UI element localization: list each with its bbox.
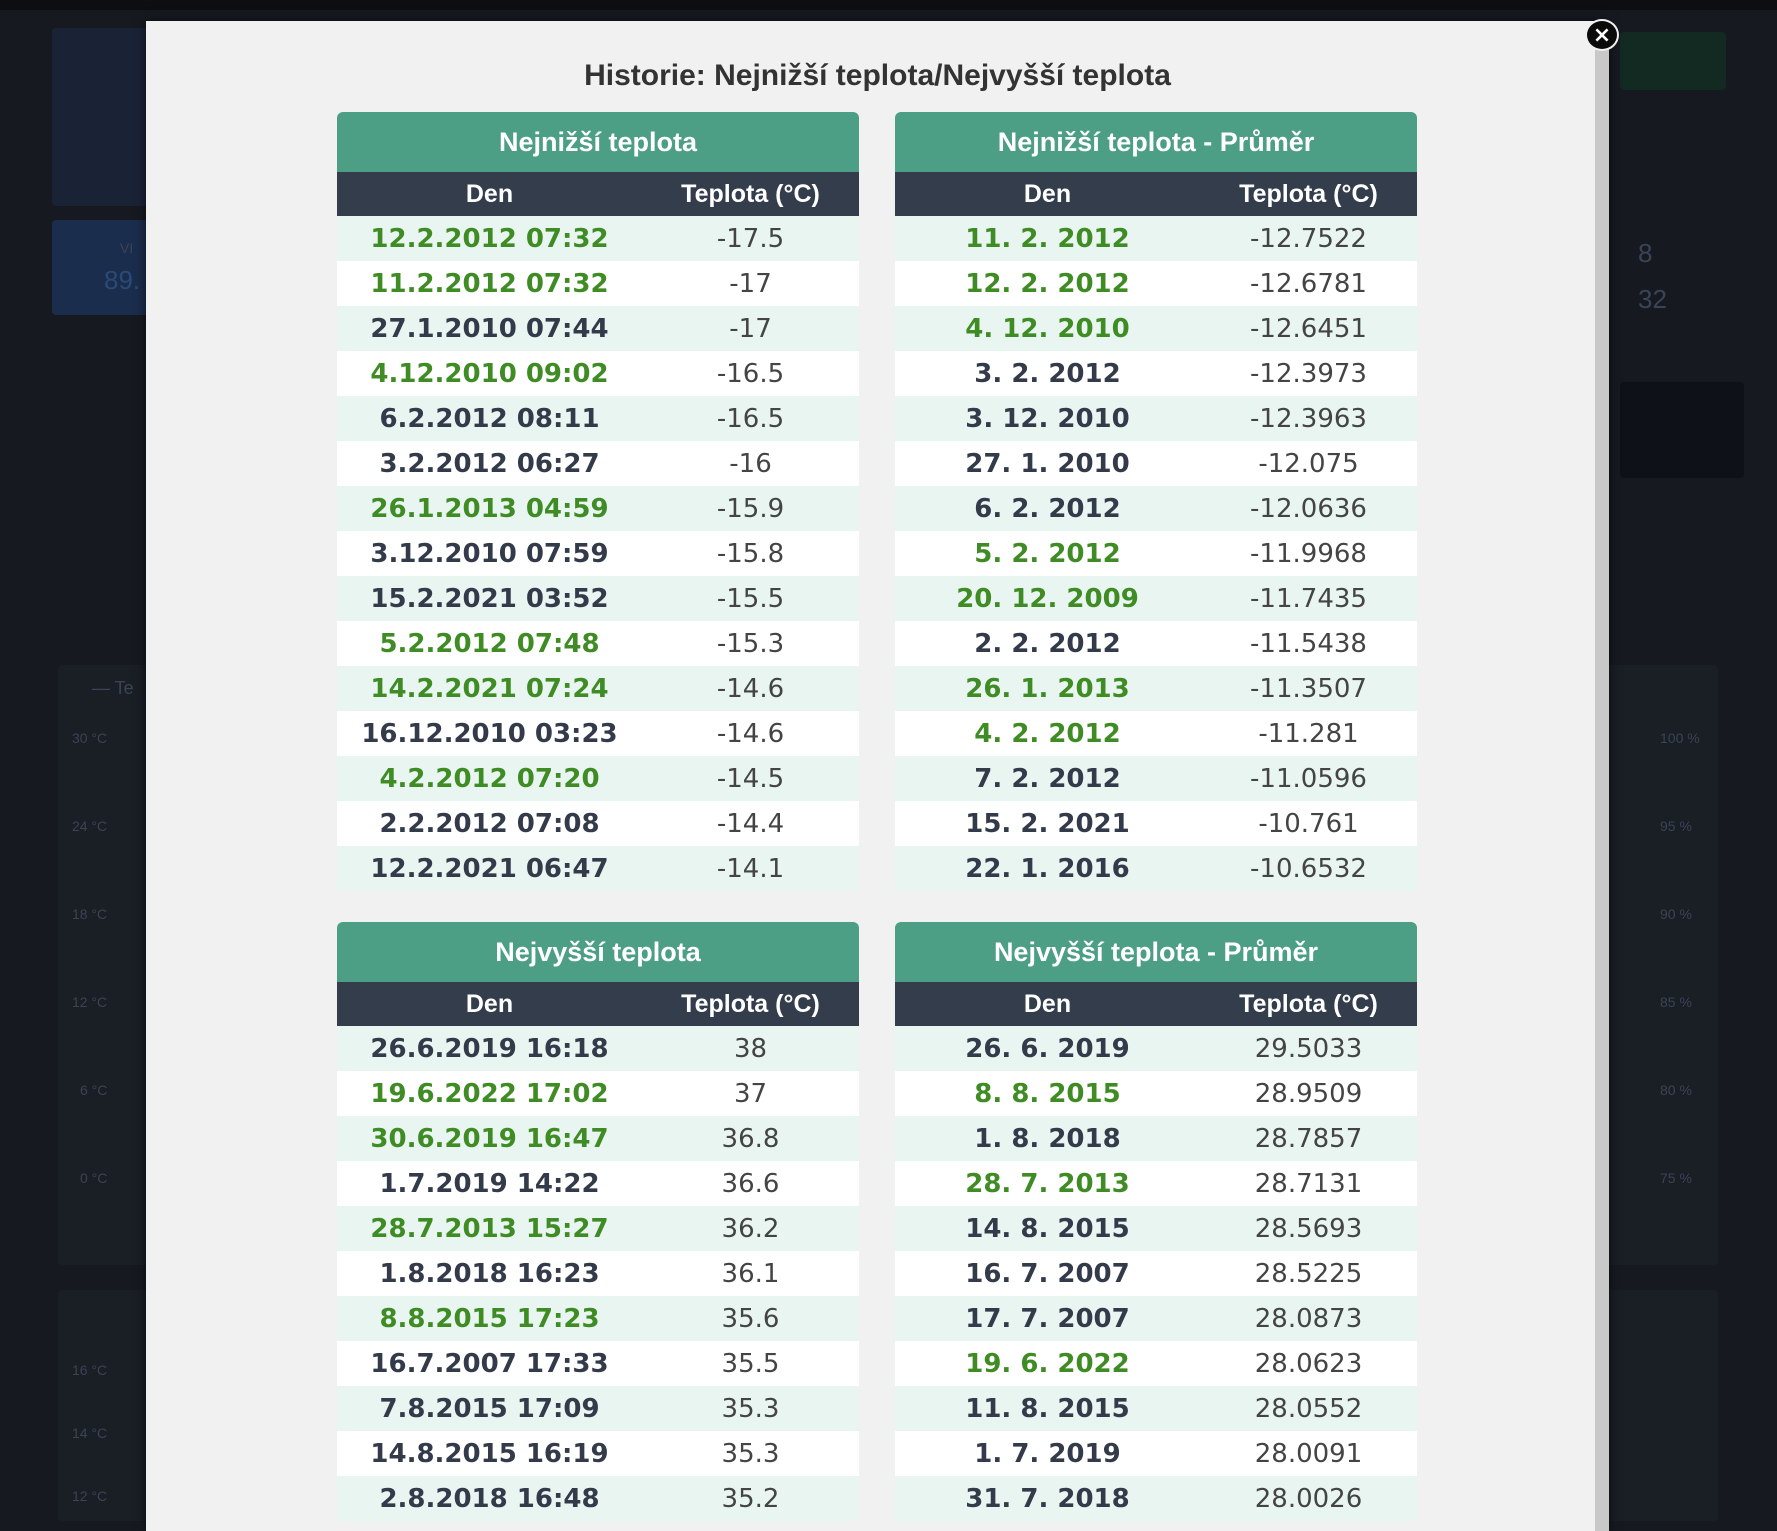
cell-day: 2.2.2012 07:08 xyxy=(379,808,600,839)
table-title: Nejnižší teplota xyxy=(337,112,859,172)
bg-panel-top-right xyxy=(1620,32,1726,90)
table-row xyxy=(895,1386,1417,1431)
cell-day: 5. 2. 2012 xyxy=(974,538,1121,569)
table-column-headers xyxy=(337,172,859,216)
cell-temp: 28.0873 xyxy=(1254,1303,1363,1334)
cell-day: 26.1.2013 04:59 xyxy=(370,493,609,524)
table-row xyxy=(337,216,859,261)
cell-day: 4.12.2010 09:02 xyxy=(370,358,609,389)
cell-day: 2.8.2018 16:48 xyxy=(379,1483,600,1514)
cell-day: 1. 7. 2019 xyxy=(974,1438,1121,1469)
table-row xyxy=(337,1116,859,1161)
column-header-day[interactable]: Den xyxy=(1023,180,1072,208)
cell-temp: 36.2 xyxy=(721,1213,780,1244)
cell-temp: -12.3973 xyxy=(1250,358,1367,389)
table-row xyxy=(895,801,1417,846)
table-highest-temp xyxy=(337,922,859,1521)
bg-stat-value-right-1: 8 xyxy=(1638,238,1653,268)
cell-temp: 28.7131 xyxy=(1254,1168,1363,1199)
cell-temp: -14.5 xyxy=(716,763,785,794)
table-row xyxy=(895,621,1417,666)
cell-temp: -11.7435 xyxy=(1250,583,1367,614)
cell-temp: 28.0623 xyxy=(1254,1348,1363,1379)
table-row xyxy=(895,441,1417,486)
table-row xyxy=(337,441,859,486)
cell-day: 3.2.2012 06:27 xyxy=(379,448,600,479)
table-body xyxy=(895,1026,1417,1521)
cell-day: 12.2.2021 06:47 xyxy=(370,853,609,884)
cell-temp: -15.3 xyxy=(716,628,785,659)
table-row xyxy=(895,261,1417,306)
table-row xyxy=(337,1251,859,1296)
cell-temp: 35.2 xyxy=(721,1483,780,1514)
cell-temp: 28.0552 xyxy=(1254,1393,1363,1424)
table-row xyxy=(895,1341,1417,1386)
table-row xyxy=(337,1161,859,1206)
cell-day: 4. 12. 2010 xyxy=(965,313,1130,344)
table-title: Nejvyšší teplota xyxy=(337,922,859,982)
cell-temp: 28.7857 xyxy=(1254,1123,1363,1154)
cell-day: 27.1.2010 07:44 xyxy=(370,313,609,344)
table-row xyxy=(895,1476,1417,1521)
table-column-headers xyxy=(895,982,1417,1026)
cell-temp: -11.5438 xyxy=(1250,628,1367,659)
cell-day: 12.2.2012 07:32 xyxy=(370,223,609,254)
cell-temp: -12.3963 xyxy=(1250,403,1367,434)
table-title: Nejvyšší teplota - Průměr xyxy=(895,922,1417,982)
cell-temp: 35.6 xyxy=(721,1303,780,1334)
bg-panel-right xyxy=(1620,382,1744,478)
cell-day: 6.2.2012 08:11 xyxy=(379,403,600,434)
cell-temp: -11.3507 xyxy=(1250,673,1367,704)
cell-temp: -10.6532 xyxy=(1250,853,1367,884)
cell-temp: 38 xyxy=(733,1033,768,1064)
cell-temp: -16 xyxy=(729,448,772,479)
cell-day: 4.2.2012 07:20 xyxy=(379,763,600,794)
table-row xyxy=(337,1296,859,1341)
table-row xyxy=(337,306,859,351)
bg-axis-left-4: 6 °C xyxy=(80,1082,108,1098)
cell-day: 30.6.2019 16:47 xyxy=(370,1123,609,1154)
cell-temp: -17.5 xyxy=(716,223,785,254)
cell-day: 3. 12. 2010 xyxy=(965,403,1130,434)
table-body xyxy=(337,216,859,891)
cell-temp: -11.9968 xyxy=(1250,538,1367,569)
table-highest-temp-average xyxy=(895,922,1417,1521)
cell-day: 28.7.2013 15:27 xyxy=(370,1213,609,1244)
bg-axis-right-1: 95 % xyxy=(1660,818,1692,834)
cell-day: 19.6.2022 17:02 xyxy=(370,1078,609,1109)
cell-temp: -17 xyxy=(729,313,772,344)
dialog-scrollbar[interactable] xyxy=(1595,43,1609,1531)
cell-day: 11.2.2012 07:32 xyxy=(370,268,609,299)
table-row xyxy=(337,486,859,531)
cell-temp: -10.761 xyxy=(1258,808,1359,839)
history-dialog xyxy=(146,21,1609,1531)
cell-temp: 28.5693 xyxy=(1254,1213,1363,1244)
cell-day: 8. 8. 2015 xyxy=(974,1078,1121,1109)
table-row xyxy=(337,261,859,306)
column-header-day[interactable]: Den xyxy=(465,990,514,1018)
cell-temp: -15.5 xyxy=(716,583,785,614)
column-header-day[interactable]: Den xyxy=(465,180,514,208)
cell-day: 7. 2. 2012 xyxy=(974,763,1121,794)
bg-stat-value-left: 89. xyxy=(104,265,141,295)
cell-temp: -12.6451 xyxy=(1250,313,1367,344)
bg-axis-right-2: 90 % xyxy=(1660,906,1692,922)
cell-temp: -14.6 xyxy=(716,718,785,749)
bg-axis-left-6: 16 °C xyxy=(72,1362,108,1378)
bg-axis-left-3: 12 °C xyxy=(72,994,108,1010)
table-row xyxy=(895,756,1417,801)
table-row xyxy=(895,576,1417,621)
cell-temp: -12.0636 xyxy=(1250,493,1367,524)
cell-day: 19. 6. 2022 xyxy=(965,1348,1130,1379)
table-row xyxy=(337,1431,859,1476)
cell-temp: 35.3 xyxy=(721,1393,780,1424)
table-row xyxy=(337,846,859,891)
cell-temp: -15.8 xyxy=(716,538,785,569)
cell-temp: -14.4 xyxy=(716,808,785,839)
table-row xyxy=(895,1296,1417,1341)
cell-temp: 36.8 xyxy=(721,1123,780,1154)
cell-day: 3. 2. 2012 xyxy=(974,358,1121,389)
column-header-day[interactable]: Den xyxy=(1023,990,1072,1018)
bg-axis-left-0: 30 °C xyxy=(72,730,108,746)
table-row xyxy=(337,801,859,846)
bg-stat-label-left: VI xyxy=(120,240,134,256)
table-row xyxy=(895,531,1417,576)
bg-axis-left-2: 18 °C xyxy=(72,906,108,922)
table-row xyxy=(337,1476,859,1521)
column-header-temp[interactable]: Teplota (°C) xyxy=(1239,990,1378,1018)
cell-temp: -14.1 xyxy=(716,853,785,884)
cell-temp: 35.5 xyxy=(721,1348,780,1379)
column-header-temp[interactable]: Teplota (°C) xyxy=(681,990,820,1018)
cell-day: 4. 2. 2012 xyxy=(974,718,1121,749)
cell-day: 8.8.2015 17:23 xyxy=(379,1303,600,1334)
cell-day: 15. 2. 2021 xyxy=(965,808,1130,839)
cell-day: 14.2.2021 07:24 xyxy=(370,673,609,704)
cell-day: 26.6.2019 16:18 xyxy=(370,1033,609,1064)
table-row xyxy=(895,1251,1417,1296)
table-column-headers xyxy=(337,982,859,1026)
cell-day: 31. 7. 2018 xyxy=(965,1483,1130,1514)
cell-day: 26. 1. 2013 xyxy=(965,673,1130,704)
table-body xyxy=(337,1026,859,1521)
cell-day: 14. 8. 2015 xyxy=(965,1213,1130,1244)
cell-temp: 28.5225 xyxy=(1254,1258,1363,1289)
cell-day: 6. 2. 2012 xyxy=(974,493,1121,524)
cell-day: 20. 12. 2009 xyxy=(956,583,1139,614)
table-row xyxy=(895,846,1417,891)
table-row xyxy=(895,1206,1417,1251)
cell-day: 14.8.2015 16:19 xyxy=(370,1438,609,1469)
cell-temp: 36.1 xyxy=(721,1258,780,1289)
table-row xyxy=(895,1071,1417,1116)
table-row xyxy=(895,1431,1417,1476)
cell-day: 17. 7. 2007 xyxy=(965,1303,1130,1334)
table-row xyxy=(895,1116,1417,1161)
table-row xyxy=(337,1071,859,1116)
table-row xyxy=(895,396,1417,441)
cell-day: 28. 7. 2013 xyxy=(965,1168,1130,1199)
cell-temp: 36.6 xyxy=(721,1168,780,1199)
close-dialog-button[interactable]: × xyxy=(1585,19,1619,51)
table-row xyxy=(337,621,859,666)
bg-axis-right-4: 80 % xyxy=(1660,1082,1692,1098)
cell-day: 26. 6. 2019 xyxy=(965,1033,1130,1064)
cell-temp: -14.6 xyxy=(716,673,785,704)
cell-temp: 37 xyxy=(733,1078,768,1109)
cell-temp: 29.5033 xyxy=(1254,1033,1363,1064)
cell-day: 11. 8. 2015 xyxy=(965,1393,1130,1424)
bg-axis-right-0: 100 % xyxy=(1660,730,1700,746)
table-row xyxy=(337,756,859,801)
cell-temp: -12.6781 xyxy=(1250,268,1367,299)
cell-temp: -17 xyxy=(729,268,772,299)
cell-day: 11. 2. 2012 xyxy=(965,223,1130,254)
cell-temp: -11.281 xyxy=(1258,718,1359,749)
cell-temp: 28.0091 xyxy=(1254,1438,1363,1469)
table-body xyxy=(895,216,1417,891)
cell-day: 12. 2. 2012 xyxy=(965,268,1130,299)
table-row xyxy=(337,1386,859,1431)
top-bar xyxy=(0,0,1777,10)
bg-axis-left-7: 14 °C xyxy=(72,1425,108,1441)
bg-axis-left-8: 12 °C xyxy=(72,1488,108,1504)
cell-temp: 35.3 xyxy=(721,1438,780,1469)
cell-temp: 28.0026 xyxy=(1254,1483,1363,1514)
bg-stat-value-right-2: 32 xyxy=(1638,284,1667,314)
cell-day: 1.8.2018 16:23 xyxy=(379,1258,600,1289)
cell-day: 1.7.2019 14:22 xyxy=(379,1168,600,1199)
table-row xyxy=(337,1026,859,1071)
cell-day: 22. 1. 2016 xyxy=(965,853,1130,884)
bg-axis-right-5: 75 % xyxy=(1660,1170,1692,1186)
table-row xyxy=(337,531,859,576)
table-row xyxy=(337,576,859,621)
cell-day: 16. 7. 2007 xyxy=(965,1258,1130,1289)
table-title: Nejnižší teplota - Průměr xyxy=(895,112,1417,172)
cell-temp: -12.7522 xyxy=(1250,223,1367,254)
table-lowest-temp xyxy=(337,112,859,891)
bg-axis-right-3: 85 % xyxy=(1660,994,1692,1010)
table-row xyxy=(337,711,859,756)
table-row xyxy=(337,1206,859,1251)
cell-temp: -11.0596 xyxy=(1250,763,1367,794)
cell-day: 3.12.2010 07:59 xyxy=(370,538,609,569)
table-row xyxy=(895,711,1417,756)
dialog-title: Historie: Nejnižší teplota/Nejvyšší teplota xyxy=(584,59,1171,92)
bg-axis-left-5: 0 °C xyxy=(80,1170,108,1186)
cell-day: 1. 8. 2018 xyxy=(974,1123,1121,1154)
cell-day: 2. 2. 2012 xyxy=(974,628,1121,659)
cell-temp: -16.5 xyxy=(716,358,785,389)
table-row xyxy=(895,486,1417,531)
bg-axis-left-1: 24 °C xyxy=(72,818,108,834)
table-row xyxy=(895,351,1417,396)
table-row xyxy=(895,666,1417,711)
column-header-temp[interactable]: Teplota (°C) xyxy=(1239,180,1378,208)
cell-temp: -16.5 xyxy=(716,403,785,434)
table-row xyxy=(895,216,1417,261)
table-row xyxy=(895,306,1417,351)
cell-day: 16.12.2010 03:23 xyxy=(361,718,618,749)
table-lowest-temp-average xyxy=(895,112,1417,891)
table-row xyxy=(337,666,859,711)
cell-day: 7.8.2015 17:09 xyxy=(379,1393,600,1424)
cell-day: 16.7.2007 17:33 xyxy=(370,1348,609,1379)
table-column-headers xyxy=(895,172,1417,216)
table-row xyxy=(337,1341,859,1386)
cell-temp: 28.9509 xyxy=(1254,1078,1363,1109)
cell-temp: -15.9 xyxy=(716,493,785,524)
table-row xyxy=(895,1161,1417,1206)
cell-day: 15.2.2021 03:52 xyxy=(370,583,609,614)
table-row xyxy=(337,396,859,441)
bg-legend-fragment: — Te xyxy=(92,678,134,698)
table-row xyxy=(895,1026,1417,1071)
cell-day: 5.2.2012 07:48 xyxy=(379,628,600,659)
cell-day: 27. 1. 2010 xyxy=(965,448,1130,479)
column-header-temp[interactable]: Teplota (°C) xyxy=(681,180,820,208)
table-row xyxy=(337,351,859,396)
cell-temp: -12.075 xyxy=(1258,448,1359,479)
